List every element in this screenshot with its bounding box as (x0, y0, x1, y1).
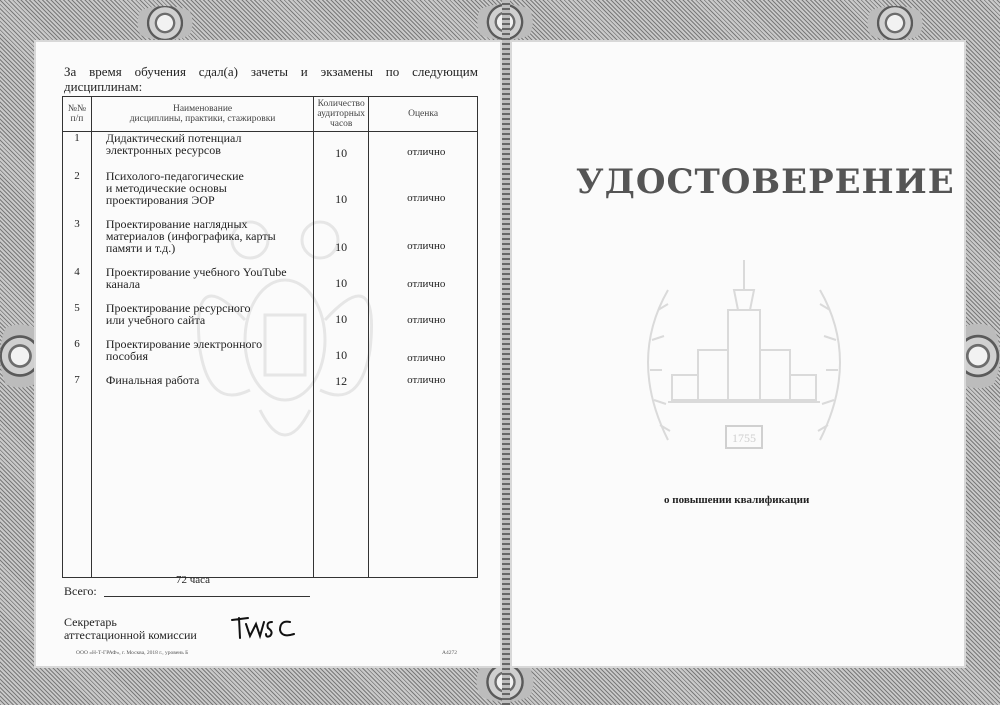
header-hours: Количество аудиторных часов (314, 97, 369, 132)
row-hours-value: 10 (335, 146, 348, 160)
row-grade-value: отлично (407, 277, 446, 290)
row-grade-value: отлично (407, 313, 446, 326)
header-num: №№ п/п (63, 97, 92, 132)
university-emblem-icon (628, 250, 860, 470)
row-name: Проектирование электронного пособия (91, 338, 313, 374)
row-num: 1 (63, 132, 92, 170)
row-grade (369, 132, 478, 170)
row-hours-value: 10 (335, 311, 348, 326)
row-hours-value: 10 (335, 191, 348, 206)
table-row (63, 218, 478, 266)
row-num: 6 (63, 338, 92, 374)
row-name: Проектирование ресурсного или учебного сайта (91, 302, 313, 338)
filler-cell (91, 398, 313, 578)
row-grade (369, 170, 478, 218)
row-grade (369, 338, 478, 374)
row-grade (369, 374, 478, 398)
row-num: 7 (63, 374, 92, 398)
border-rosette-top-right (860, 6, 930, 40)
document-subtitle: о повышении квалификации (664, 494, 810, 506)
row-grade-value: отлично (407, 146, 446, 158)
form-code: А4272 (442, 650, 457, 656)
row-name: Дидактический потенциал электронных ресурсов (91, 132, 313, 170)
table-row (63, 170, 478, 218)
signature-icon (228, 612, 300, 642)
document-title: УДОСТОВЕРЕНИЕ (576, 162, 955, 202)
secretary-label: Секретарь аттестационной комиссии (64, 615, 197, 642)
total-underline (104, 596, 310, 597)
row-hours (314, 218, 369, 266)
row-hours-value: 10 (335, 239, 348, 254)
row-grade-value: отлично (407, 239, 446, 252)
row-hours (314, 132, 369, 170)
row-grade-value: отлично (407, 191, 446, 204)
intro-text: За время обучения сдал(а) зачеты и экзамены по следующим дисциплинам: (64, 64, 478, 94)
table-row (63, 132, 478, 170)
row-grade-value: отлично (407, 351, 446, 364)
table-row (63, 374, 478, 398)
row-grade (369, 302, 478, 338)
row-hours-value: 12 (335, 373, 348, 388)
row-num: 4 (63, 266, 92, 302)
grades-table (62, 96, 478, 578)
row-hours (314, 170, 369, 218)
row-grade (369, 266, 478, 302)
total-hours-value: 72 часа (176, 574, 211, 586)
row-hours-value: 10 (335, 347, 348, 362)
filler-cell (63, 398, 92, 578)
row-hours (314, 302, 369, 338)
table-header-row (63, 97, 478, 132)
table-row (63, 266, 478, 302)
table-row (63, 338, 478, 374)
row-num: 5 (63, 302, 92, 338)
header-grade: Оценка (369, 97, 478, 132)
row-hours (314, 338, 369, 374)
row-name: Проектирование наглядных материалов (инфографика, карты памяти и т.д.) (91, 218, 313, 266)
emblem-year: 1755 (732, 431, 756, 445)
row-hours-value: 10 (335, 275, 348, 290)
filler-cell (314, 398, 369, 578)
header-name: Наименование дисциплины, практики, стажировки (91, 97, 313, 132)
printer-imprint: ООО «Н-Т-ГРАФ», г. Москва, 2018 г., уровень Б (76, 650, 189, 656)
row-hours (314, 266, 369, 302)
border-rosette-top-left (130, 6, 200, 40)
row-num: 3 (63, 218, 92, 266)
page-fold (502, 0, 510, 705)
row-name: Проектирование учебного YouTube канала (91, 266, 313, 302)
filler-cell (369, 398, 478, 578)
row-hours (314, 374, 369, 398)
total-label: Всего: (64, 584, 97, 598)
row-name: Психолого-педагогические и методические основы проектирования ЭОР (91, 170, 313, 218)
row-grade-value: отлично (407, 373, 446, 386)
table-empty-space (63, 398, 478, 578)
row-name: Финальная работа (91, 374, 313, 398)
row-num: 2 (63, 170, 92, 218)
row-grade (369, 218, 478, 266)
table-row (63, 302, 478, 338)
